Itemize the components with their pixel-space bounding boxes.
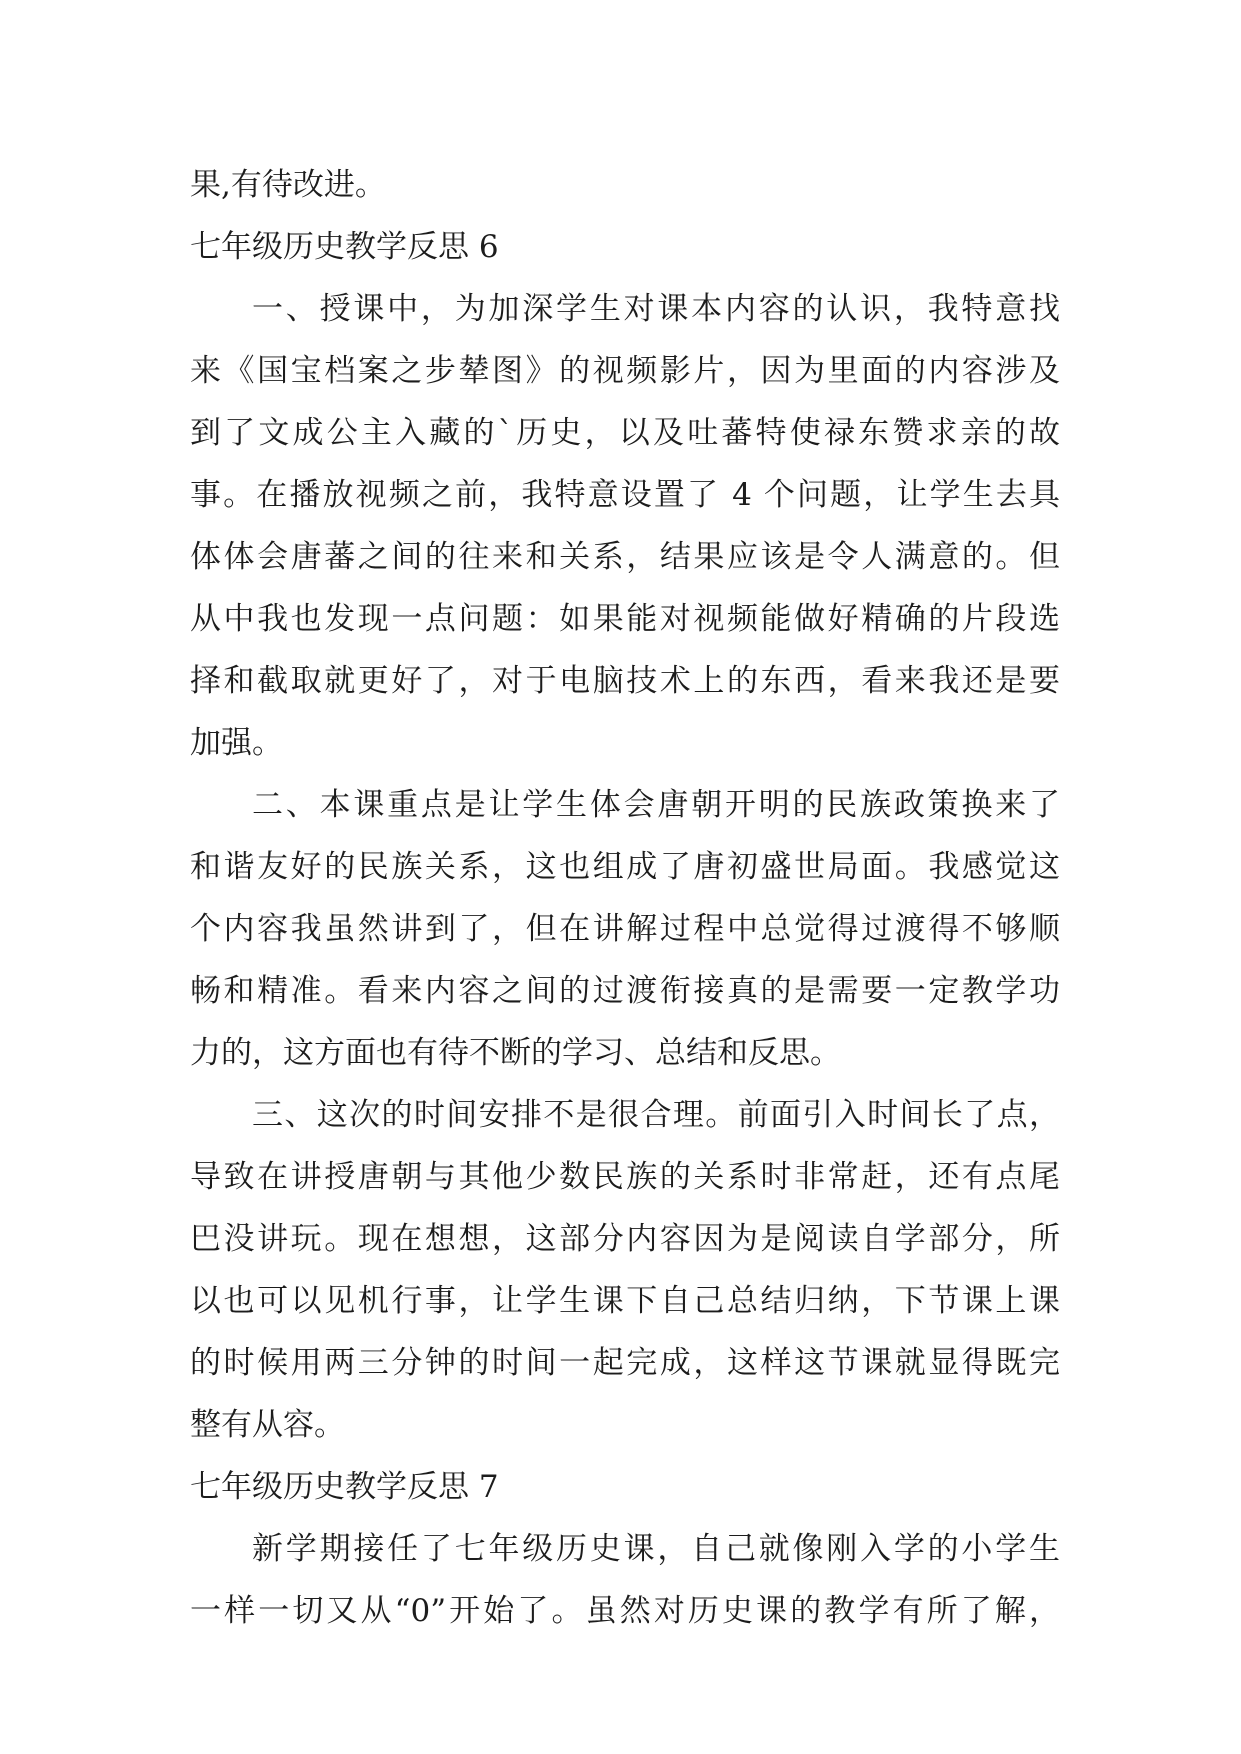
section-6-title: 七年级历史教学反思 6 [190,229,499,265]
paragraph-line: 以也可以见机行事，让学生课下自己总结归纳，下节课上课 [190,1283,1060,1319]
paragraph-line: 和谐友好的民族关系，这也组成了唐初盛世局面。我感觉这 [190,849,1060,885]
paragraph-line: 体体会唐蕃之间的往来和关系，结果应该是令人满意的。但 [190,539,1060,575]
paragraph-line: 导致在讲授唐朝与其他少数民族的关系时非常赶，还有点尾 [190,1159,1060,1195]
section-6-paragraph-3 [190,1084,1060,1456]
paragraph-line: 二、本课重点是让学生体会唐朝开明的民族政策换来了 [252,787,1060,823]
paragraph-line: 力的，这方面也有待不断的学习、总结和反思。 [190,1035,841,1071]
paragraph-line: 新学期接任了七年级历史课，自己就像刚入学的小学生 [252,1531,1060,1567]
paragraph-line: 来《国宝档案之步辇图》的视频影片，因为里面的内容涉及 [190,353,1060,389]
paragraph-line: 从中我也发现一点问题：如果能对视频能做好精确的片段选 [190,601,1060,637]
section-6-paragraph-1 [190,278,1060,774]
document-body [190,154,1060,1642]
paragraph-line: 加强。 [190,725,283,761]
paragraph-line: 三、这次的时间安排不是很合理。前面引入时间长了点， [252,1097,1060,1133]
paragraph-line: 一、授课中，为加深学生对课本内容的认识，我特意找 [252,291,1060,327]
intro-tail-line: 果,有待改进。 [190,167,386,203]
paragraph-line: 畅和精准。看来内容之间的过渡衔接真的是需要一定教学功 [190,973,1060,1009]
paragraph-line: 个内容我虽然讲到了，但在讲解过程中总觉得过渡得不够顺 [190,911,1060,947]
paragraph-line: 一样一切又从“0”开始了。虽然对历史课的教学有所了解， [190,1593,1060,1629]
paragraph-line: 择和截取就更好了，对于电脑技术上的东西，看来我还是要 [190,663,1060,699]
paragraph-line: 整有从容。 [190,1407,345,1443]
paragraph-line: 巴没讲玩。现在想想，这部分内容因为是阅读自学部分，所 [190,1221,1060,1257]
paragraph-line: 的时候用两三分钟的时间一起完成，这样这节课就显得既完 [190,1345,1060,1381]
section-7-paragraph-1 [190,1518,1060,1642]
section-6-paragraph-2 [190,774,1060,1084]
paragraph-line: 到了文成公主入藏的`历史，以及吐蕃特使禄东赞求亲的故 [190,415,1060,451]
section-7-title: 七年级历史教学反思 7 [190,1469,499,1505]
paragraph-line: 事。在播放视频之前，我特意设置了 4 个问题，让学生去具 [190,477,1060,513]
